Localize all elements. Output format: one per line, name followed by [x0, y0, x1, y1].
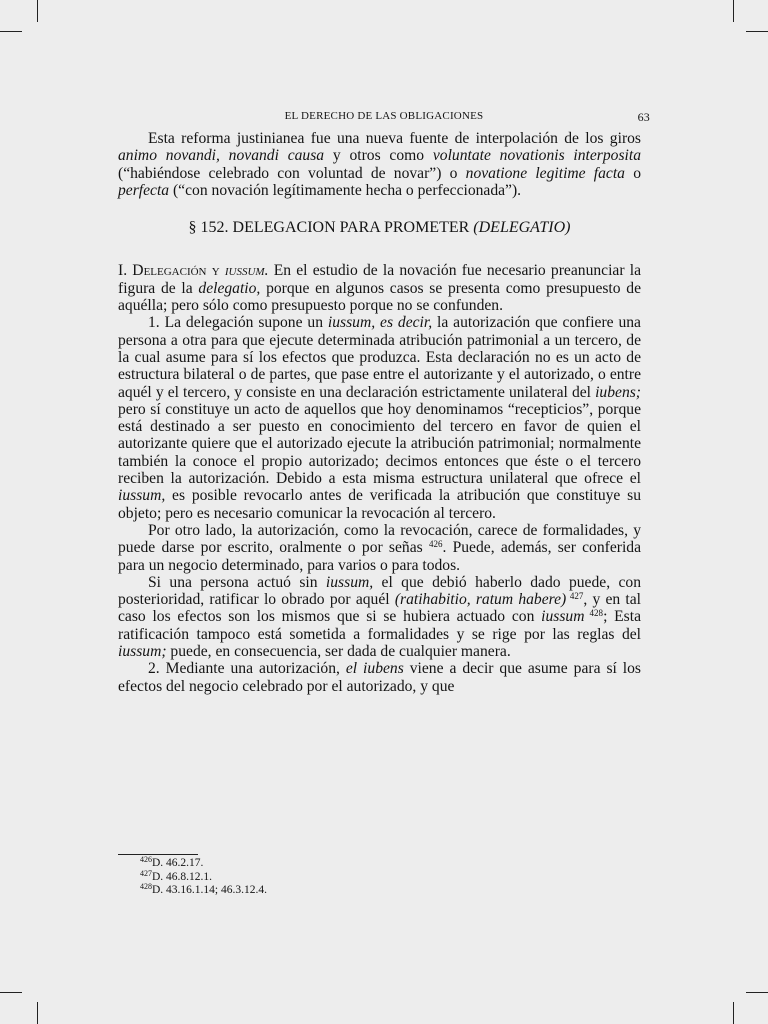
- footnotes: [118, 854, 641, 898]
- paragraph-iussum: 1. La delegación supone un iussum, es decir, la autorización que confiere una persona a otra para que ejecute determinada atribución patrimonial a un tercero, de la cual asume para sí los efectos que produzca. Esta declaración no es un acto de estructura bilateral o de partes, que pase entre el autorizante y el autorizado, o entre aquél y el tercero, y consiste en una declaración estrictamente unilateral del iubens; pero sí constituye un acto de aquellos que hoy denominamos “recepticios”, porque está destinado a ser puesto en conocimiento del tercero en favor de quien el autorizante quiere que el autorizado ejecute la atribución patrimonial; normalmente también la conoce el propio autorizado; decimos entonces que éste o el tercero reciben la autorización. Debido a esta misma estructura unilateral que ofrece el iussum, es posible revocarlo antes de verificada la atribución que constituye su objeto; pero es necesario comunicar la revocación al tercero.: [118, 314, 641, 522]
- paragraph-delegation-intro: I. Delegación y iussum. En el estudio de la novación fue necesario preanunciar la figura de la delegatio, porque en algunos casos se presenta como presupuesto de aquélla; pero sólo como presupuesto porque no se confunden.: [118, 262, 642, 315]
- running-title: EL DERECHO DE LAS OBLIGACIONES: [284, 110, 484, 122]
- subsection-heading: I. Delegación y: [118, 262, 225, 280]
- footnote-ref-428: 428: [584, 608, 604, 619]
- footnote: $^{426}$D. 46.2.17.: [140, 855, 204, 869]
- paragraph-formalities: Por otro lado, la autorización, como la revocación, carece de formalidades, y puede darse por escrito, oralmente o por señas $^{426}$. Puede, además, ser conferida para un negocio determinado, para varios o para todos.: [118, 521, 641, 574]
- footnote-rule: [118, 854, 198, 855]
- page-number: 63: [637, 110, 650, 124]
- footnote: $^{428}$D. 43.16.1.14; 46.3.12.4.: [140, 882, 267, 896]
- footnote: $^{427}$D. 46.8.12.1.: [140, 868, 213, 883]
- footnote-ref-427: 427: [566, 591, 584, 602]
- paragraph-ratification: Si una persona actuó sin iussum, el que debió haberlo dado puede, con posterioridad, ratificar lo obrado por aquél (ratihabitio, ratum habere) $^{427}$, y en tal caso los efectos son los mismos que si se hubiera actuado con iussum $^{428}$; Esta ratificación tampoco está sometida a formalidades y se rige por las reglas del iussum; puede, en consecuencia, ser dada de cualquier manera.: [118, 573, 641, 661]
- body-text: [118, 130, 641, 695]
- paragraph-reform: Esta reforma justinianea fue una nueva fuente de interpolación de los giros animo novandi, novandi causa y otros como voluntate novationis interposita (“habiéndose celebrado con voluntad de novar”) o novatione legitime facta o perfecta (“con novación legítimamente hecha o perfeccionada”).: [118, 130, 642, 199]
- footnote-ref-426: 426: [428, 539, 443, 550]
- paragraph-authorization: 2. Mediante una autorización, el iubens viene a decir que asume para sí los efectos del negocio celebrado por el autorizado, y que: [118, 660, 642, 695]
- section-heading: § 152. DELEGACION PARA PROMETER (DELEGATIO): [188, 219, 571, 237]
